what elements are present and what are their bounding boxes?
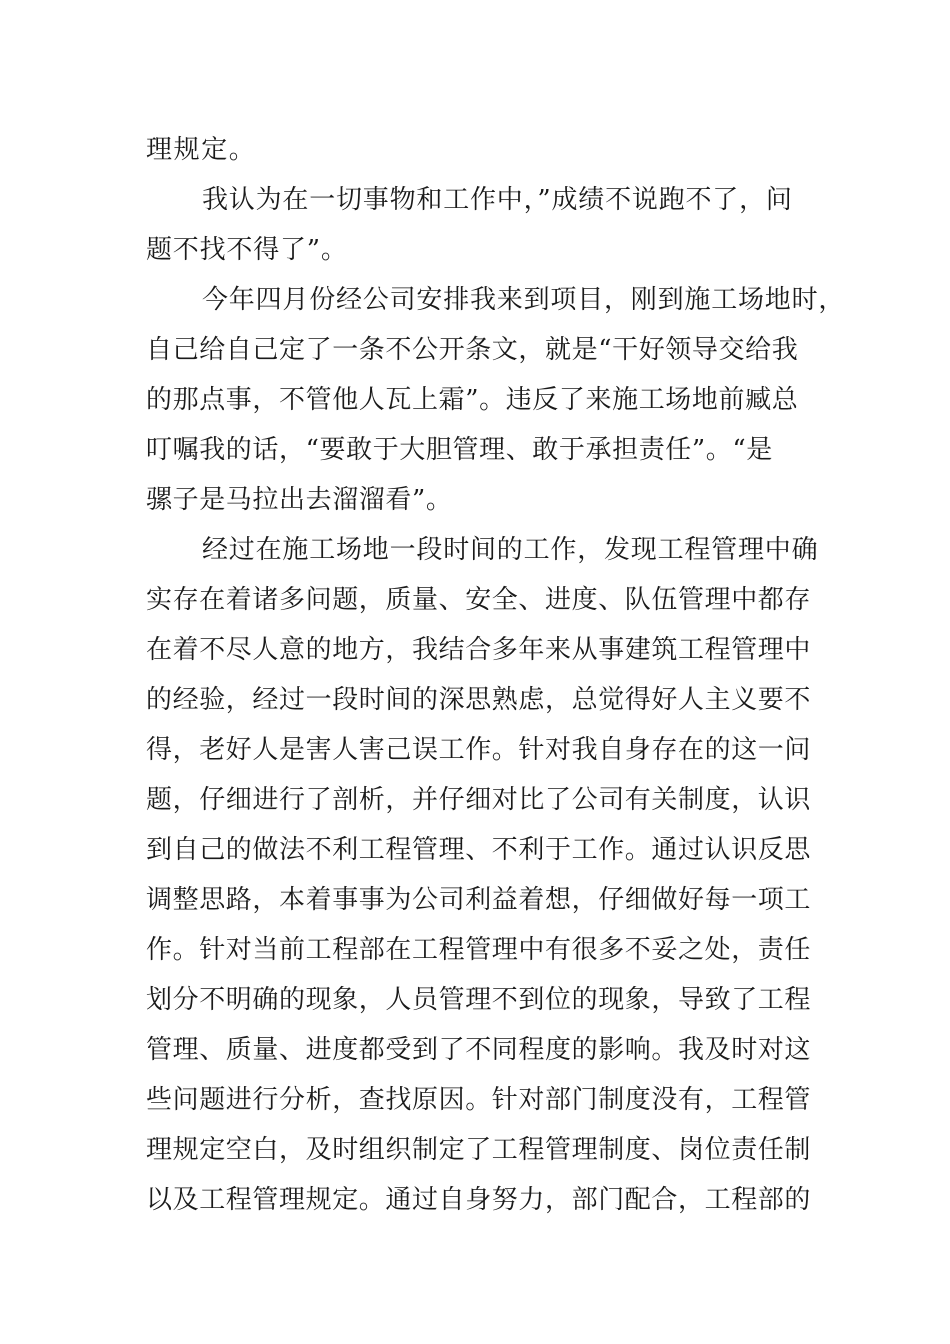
text-line-9: 经过在施工场地一段时间的工作，发现工程管理中确 (202, 535, 819, 565)
text-line-19: 管理、质量、进度都受到了不同程度的影响。我及时对这 (146, 1035, 812, 1065)
text-line-7: 叮嘱我的话，“要敢于大胆管理、敢于承担责任”。“是 (146, 435, 773, 465)
text-line-14: 题，仔细进行了剖析，并仔细对比了公司有关制度，认识 (146, 785, 812, 815)
text-line-8: 骡子是马拉出去溜溜看”。 (146, 485, 453, 515)
text-line-16: 调整思路，本着事事为公司利益着想，仔细做好每一项工 (146, 885, 812, 915)
text-line-5: 自己给自己定了一条不公开条文，就是“干好领导交给我 (146, 335, 799, 365)
text-line-6: 的那点事，不管他人瓦上霜”。违反了来施工场地前臧总 (146, 385, 799, 415)
text-line-10: 实存在着诸多问题，质量、安全、进度、队伍管理中都存 (146, 585, 812, 615)
text-line-1: 理规定。 (146, 135, 257, 165)
text-line-15: 到自己的做法不利工程管理、不利于工作。通过认识反思 (146, 835, 812, 865)
text-line-17: 作。针对当前工程部在工程管理中有很多不妥之处，责任 (146, 935, 812, 965)
text-line-18: 划分不明确的现象，人员管理不到位的现象，导致了工程 (146, 985, 812, 1015)
text-line-13: 得，老好人是害人害己误工作。针对我自身存在的这一问 (146, 735, 812, 765)
text-line-11: 在着不尽人意的地方，我结合多年来从事建筑工程管理中 (146, 635, 812, 665)
text-line-20: 些问题进行分析，查找原因。针对部门制度没有，工程管 (146, 1085, 812, 1115)
text-line-2: 我认为在一切事物和工作中，”成绩不说跑不了，问 (202, 185, 793, 215)
text-line-4: 今年四月份经公司安排我来到项目，刚到施工场地时， (202, 285, 846, 315)
text-line-12: 的经验，经过一段时间的深思熟虑，总觉得好人主义要不 (146, 685, 812, 715)
text-line-22: 以及工程管理规定。通过自身努力，部门配合，工程部的 (146, 1185, 812, 1215)
text-line-21: 理规定空白，及时组织制定了工程管理制度、岗位责任制 (146, 1135, 812, 1165)
text-line-3: 题不找不得了”。 (146, 235, 348, 265)
